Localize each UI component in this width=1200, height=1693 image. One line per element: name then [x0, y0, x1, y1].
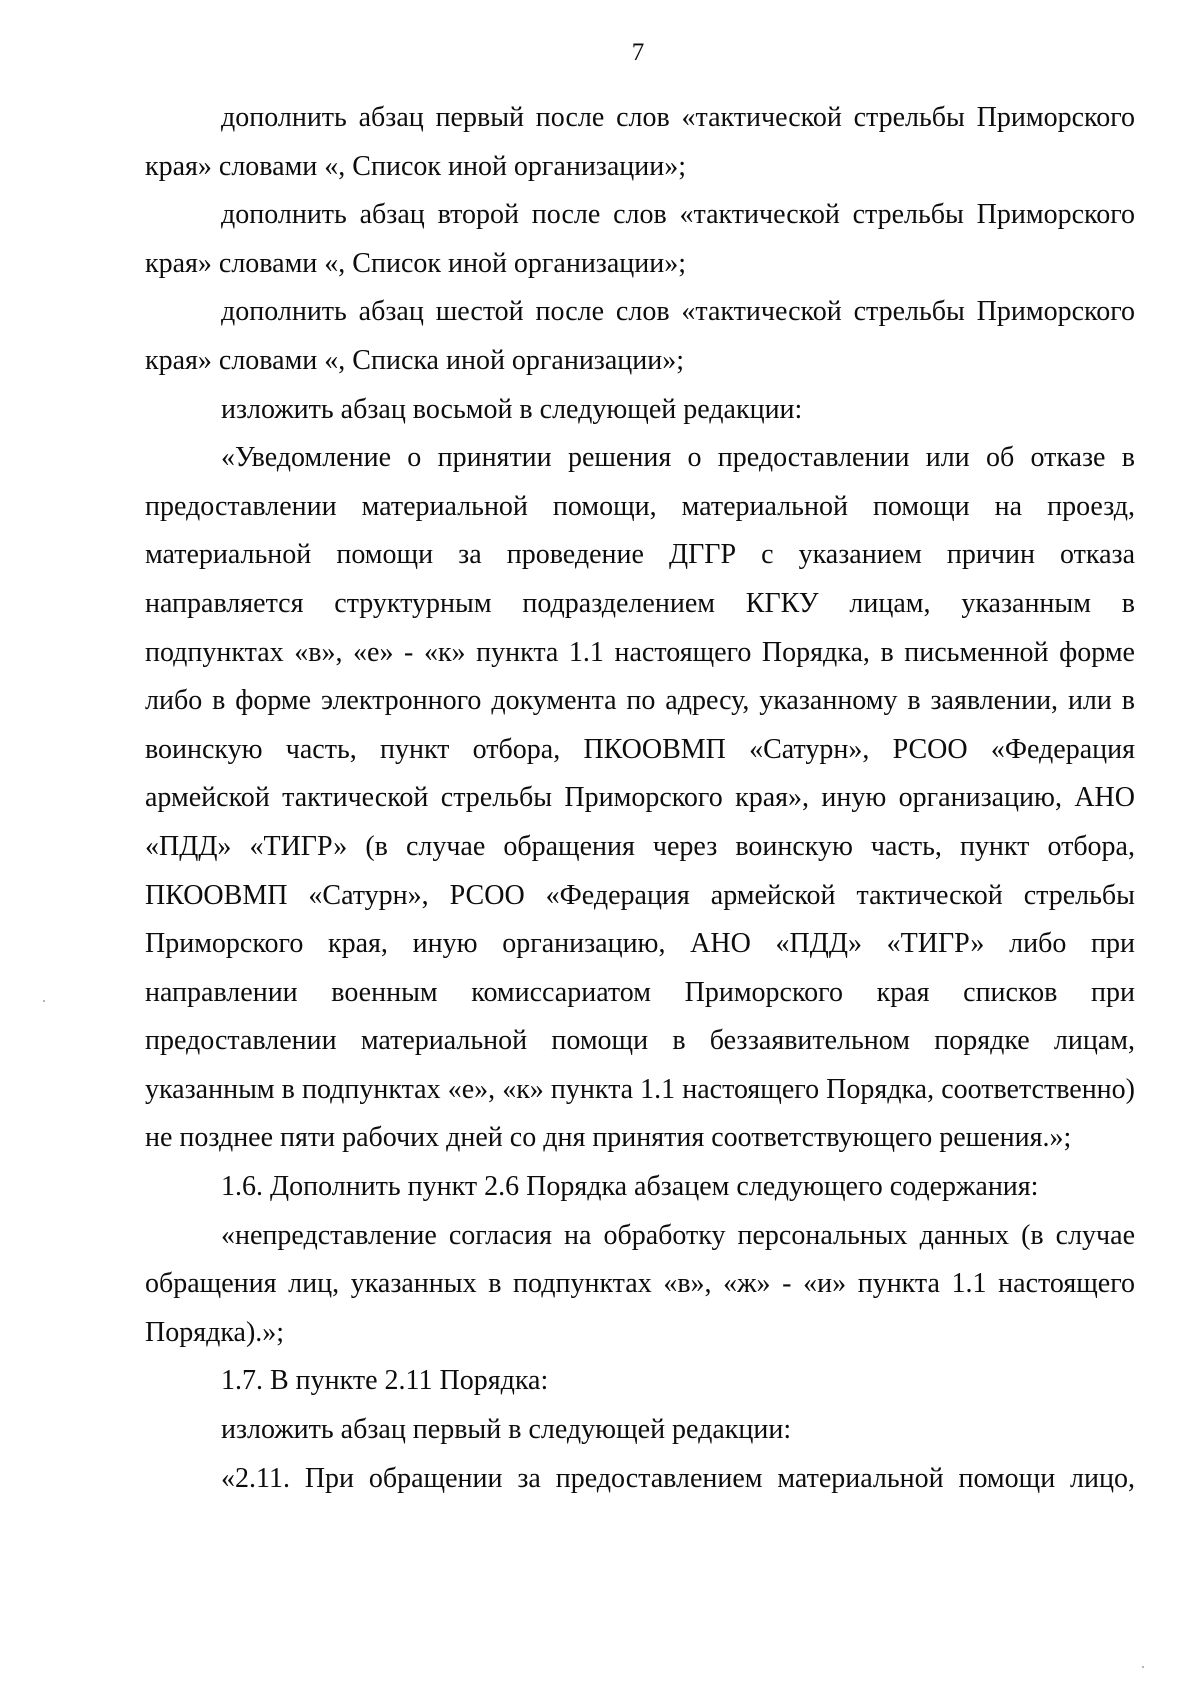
paragraph: 1.6. Дополнить пункт 2.6 Порядка абзацем следующего содержания: [221, 1171, 1039, 1203]
scan-artifact-dot [1142, 1666, 1144, 1668]
page-number: 7 [631, 39, 645, 66]
document-body [145, 94, 1135, 1503]
scan-artifact-dot [43, 1000, 45, 1002]
paragraph: 1.7. В пункте 2.11 Порядка: [221, 1365, 549, 1397]
paragraph: «Уведомление о принятии решения о предоставлении или об отказе в предоставлении материальной помощи, материальной помощи на проезд, материальной помощи за проведение ДГГР с указанием причин отказа направляется структурным подразделением КГКУ лицам, указанным в подпунктах «в», «е» - «к» пункта 1.1 настоящего Порядка, в письменной форме либо в форме электронного документа по адресу, указанному в заявлении, или в воинскую часть, пункт отбора, ПКООВМП «Сатурн», РСОО «Федерация армейской тактической стрельбы Приморского края», иную организацию, АНО «ПДД» «ТИГР» (в случае обращения через воинскую часть, пункт отбора, ПКООВМП «Сатурн», РСОО «Федерация армейской тактической стрельбы Приморского края, иную организацию, АНО «ПДД» «ТИГР» либо при направлении военным комиссариатом Приморского края списков при предоставлении материальной помощи в беззаявительном порядке лицам, указанным в подпунктах «е», «к» пункта 1.1 настоящего Порядка, соответственно) не позднее пяти рабочих дней со дня принятия соответствующего решения.»; [145, 442, 1135, 1154]
paragraph: изложить абзац первый в следующей редакции: [221, 1414, 792, 1446]
paragraph: «2.11. При обращении за предоставлением материальной помощи лицо, [221, 1462, 1135, 1494]
paragraph: изложить абзац восьмой в следующей редакции: [221, 393, 803, 425]
paragraph: дополнить абзац шестой после слов «тактической стрельбы Приморского края» словами «, Списка иной организации»; [145, 296, 1135, 376]
paragraph: дополнить абзац второй после слов «тактической стрельбы Приморского края» словами «, Список иной организации»; [145, 199, 1135, 279]
paragraph: дополнить абзац первый после слов «тактической стрельбы Приморского края» словами «, Список иной организации»; [145, 102, 1135, 182]
paragraph: «непредставление согласия на обработку персональных данных (в случае обращения лиц, указанных в подпунктах «в», «ж» - «и» пункта 1.1 настоящего Порядка).»; [145, 1219, 1135, 1348]
